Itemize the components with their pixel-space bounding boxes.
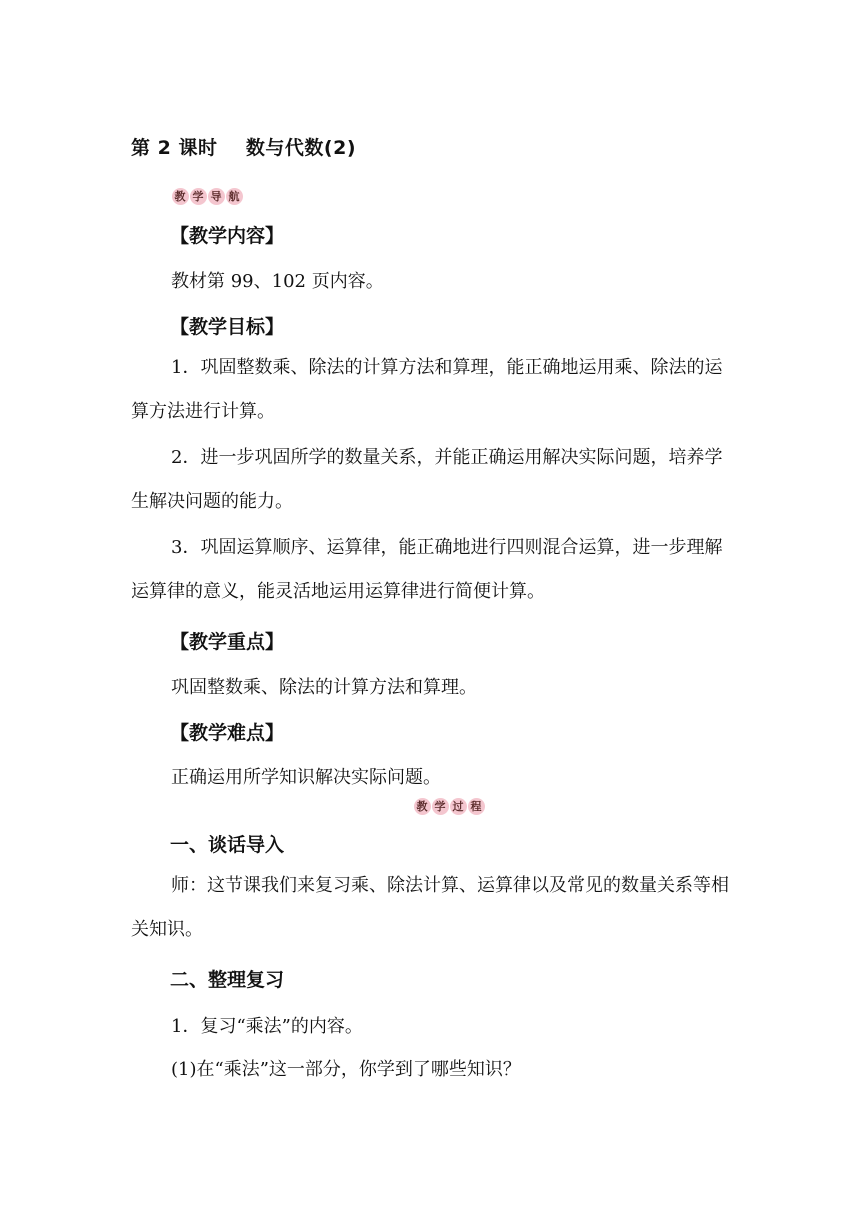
- lesson-title: 第 2 课时 数与代数(2): [131, 137, 356, 159]
- badge-char: 航: [226, 188, 243, 205]
- difficulty-text: 正确运用所学知识解决实际问题。: [171, 767, 441, 788]
- goal-2: 2．进一步巩固所学的数量关系，并能正确运用解决实际问题，培养学生解决问题的能力。: [131, 447, 723, 512]
- badge-char: 学: [432, 798, 449, 815]
- goal-1: 1．巩固整数乘、除法的计算方法和算理，能正确地运用乘、除法的运算方法进行计算。: [131, 357, 723, 422]
- goals-heading: 【教学目标】: [170, 316, 285, 338]
- badge-char: 导: [208, 188, 225, 205]
- intro-heading: 一、谈话导入: [170, 834, 285, 856]
- badge-char: 教: [172, 188, 189, 205]
- review-heading: 二、整理复习: [170, 969, 285, 991]
- key-points-heading: 【教学重点】: [170, 631, 285, 653]
- badge-char: 教: [414, 798, 431, 815]
- content-heading: 【教学内容】: [170, 225, 285, 247]
- goal-3: 3．巩固运算顺序、运算律，能正确地进行四则混合运算，进一步理解运算律的意义，能灵活地运用运算律进行简便计算。: [131, 537, 723, 602]
- review-item-1: 1．复习“乘法”的内容。: [171, 1016, 363, 1037]
- review-question-1: (1)在“乘法”这一部分，你学到了哪些知识？: [171, 1059, 521, 1080]
- badge-char: 学: [190, 188, 207, 205]
- teaching-process-badge: [410, 797, 490, 815]
- teaching-guide-badge: [168, 187, 248, 205]
- content-text: 教材第 99、102 页内容。: [171, 271, 384, 292]
- intro-text: 师：这节课我们来复习乘、除法计算、运算律以及常见的数量关系等相关知识。: [131, 875, 729, 940]
- badge-char: 过: [450, 798, 467, 815]
- difficulty-heading: 【教学难点】: [170, 722, 285, 744]
- badge-char: 程: [468, 798, 485, 815]
- key-points-text: 巩固整数乘、除法的计算方法和算理。: [171, 677, 477, 698]
